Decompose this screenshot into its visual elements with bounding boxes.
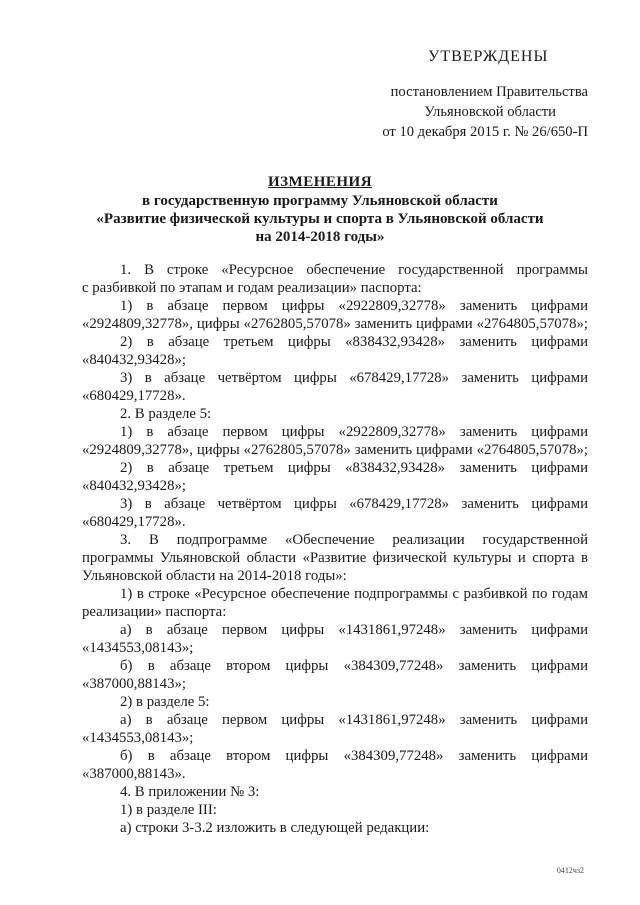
- body-line: 1) в разделе III:: [120, 802, 217, 818]
- body-line: 3) в абзаце четвёртом цифры «678429,17728» заменить цифрами: [120, 370, 588, 386]
- body-line: 1) в строке «Ресурсное обеспечение подпрограммы с разбивкой по годам: [120, 586, 588, 602]
- body-line: с разбивкой по этапам и годам реализации» паспорта:: [82, 280, 422, 296]
- body-line: 1. В строке «Ресурсное обеспечение государственной программы: [120, 262, 588, 278]
- approval-line-2: Ульяновской области: [424, 104, 556, 120]
- body-line: 1) в абзаце первом цифры «2922809,32778» заменить цифрами: [120, 298, 588, 314]
- body-line: а) в абзаце первом цифры «1431861,97248» заменить цифрами: [120, 712, 588, 728]
- body-line: б) в абзаце втором цифры «384309,77248» заменить цифрами: [120, 658, 588, 674]
- body-line: «840432,93428»;: [82, 478, 186, 494]
- body-line: 2. В разделе 5:: [120, 406, 212, 422]
- body-line: «387000,88143»;: [82, 676, 186, 692]
- body-line: «387000,88143».: [82, 766, 186, 782]
- body-line: 2) в разделе 5:: [120, 694, 210, 710]
- document-title: ИЗМЕНЕНИЯ: [267, 174, 373, 190]
- body-line: реализации» паспорта:: [82, 604, 227, 620]
- body-line: «2924809,32778», цифры «2762805,57078» заменить цифрами «2764805,57078»;: [82, 316, 588, 332]
- approval-line-3: от 10 декабря 2015 г. № 26/650-П: [382, 124, 588, 140]
- body-line: «840432,93428»;: [82, 352, 186, 368]
- body-line: а) строки 3-3.2 изложить в следующей редакции:: [120, 820, 430, 836]
- body-line: 1) в абзаце первом цифры «2922809,32778» заменить цифрами: [120, 424, 588, 440]
- body-line: «1434553,08143»;: [82, 730, 194, 746]
- document-subtitle-3: на 2014-2018 годы»: [255, 229, 385, 245]
- body-line: «680429,17728».: [82, 388, 186, 404]
- body-line: 3. В подпрограмме «Обеспечение реализации государственной: [120, 532, 588, 548]
- body-line: а) в абзаце первом цифры «1431861,97248» заменить цифрами: [120, 622, 588, 638]
- body-line: программы Ульяновской области «Развитие физической культуры и спорта в: [82, 550, 588, 566]
- body-line: «680429,17728».: [82, 514, 186, 530]
- approved-heading: УТВЕРЖДЕНЫ: [428, 48, 549, 65]
- approval-line-1: постановлением Правительства: [390, 84, 588, 100]
- document-subtitle-2: «Развитие физической культуры и спорта в Ульяновской области: [96, 211, 544, 227]
- body-line: Ульяновской области на 2014-2018 годы»:: [82, 568, 347, 584]
- body-line: 4. В приложении № 3:: [120, 784, 260, 800]
- body-line: 2) в абзаце третьем цифры «838432,93428» заменить цифрами: [120, 334, 588, 350]
- body-line: «1434553,08143»;: [82, 640, 194, 656]
- body-line: 3) в абзаце четвёртом цифры «678429,17728» заменить цифрами: [120, 496, 588, 512]
- document-subtitle-1: в государственную программу Ульяновской области: [142, 193, 498, 209]
- body-line: 2) в абзаце третьем цифры «838432,93428» заменить цифрами: [120, 460, 588, 476]
- body-line: «2924809,32778», цифры «2762805,57078» заменить цифрами «2764805,57078»;: [82, 442, 588, 458]
- body-line: б) в абзаце втором цифры «384309,77248» заменить цифрами: [120, 748, 588, 764]
- document-code: 0412чз2: [556, 866, 584, 875]
